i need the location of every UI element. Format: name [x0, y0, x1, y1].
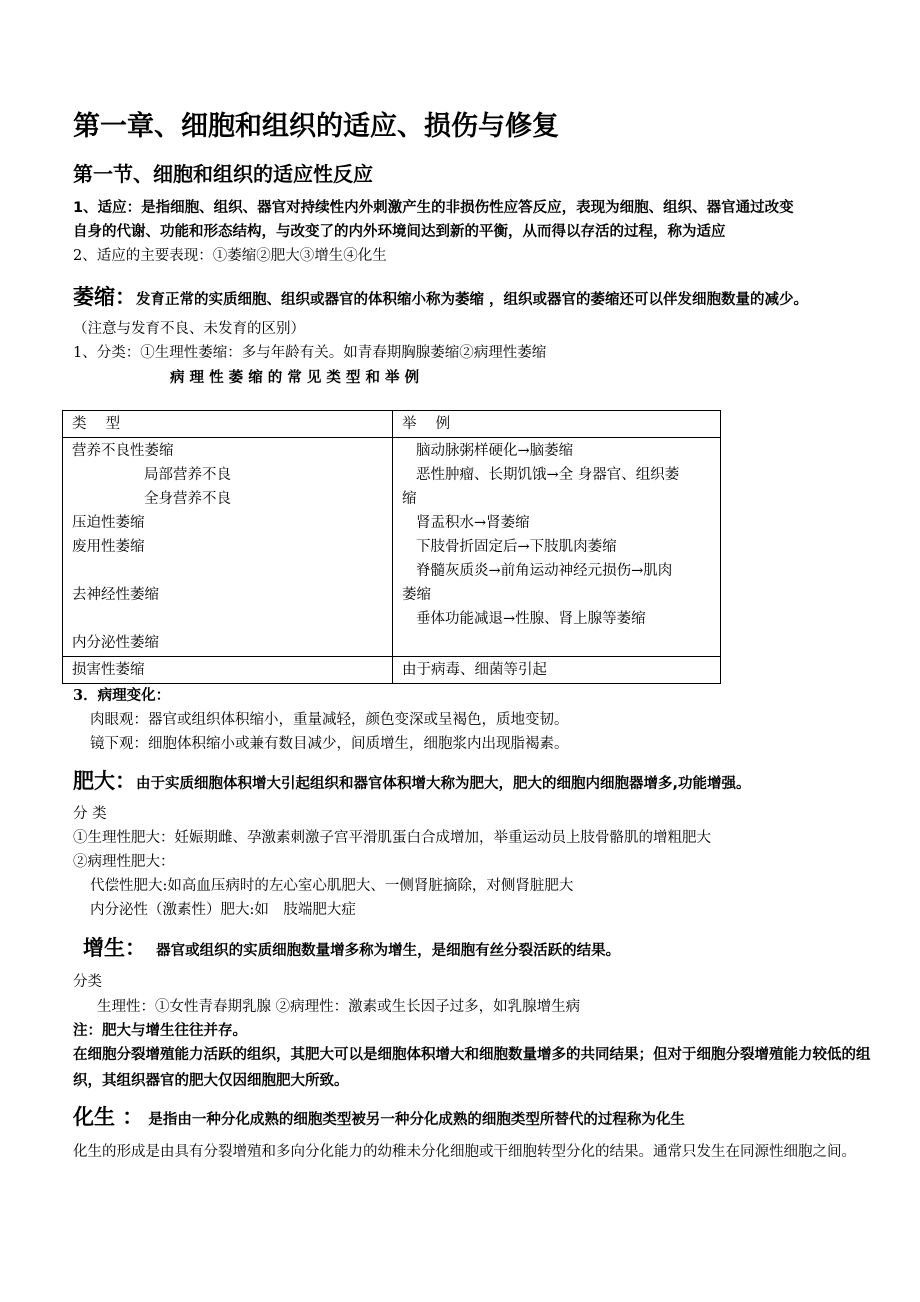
example-line-blank [402, 631, 720, 655]
type-line-blank [72, 559, 392, 583]
metaplasia-title: 化生 ： [73, 1105, 144, 1129]
adaptation-definition-text1: 是指细胞、组织、器官对持续性内外刺激产生的非损伤性应答反应，表现为细胞、组织、器官通过改变 [141, 200, 794, 216]
hyperplasia-title: 增生： [83, 936, 146, 960]
hypertrophy-title: 肥大： [73, 769, 136, 793]
adaptation-label: 1、适应： [73, 200, 142, 216]
adaptation-definition-line1 [73, 197, 794, 219]
table-cell-type: 损害性萎缩 [63, 657, 393, 684]
chapter-title: 第一章、细胞和组织的适应、损伤与修复 [73, 111, 559, 142]
example-line: 恶性肿瘤、长期饥饿→全 身器官、组织萎 [416, 467, 680, 483]
hyperplasia-note: 注：肥大与增生往往并存。 [73, 1023, 247, 1039]
table-cell-examples [393, 438, 721, 657]
example-line: 下肢骨折固定后→下肢肌肉萎缩 [416, 539, 617, 555]
example-line: 肾盂积水→肾萎缩 [416, 515, 530, 531]
microscopic-observation: 镜下观：细胞体积缩小或兼有数目减少，间质增生，细胞浆内出现脂褐素。 [90, 736, 569, 752]
atrophy-table [62, 410, 721, 684]
type-line: 压迫性萎缩 [72, 515, 145, 531]
adaptation-definition-line2: 自身的代谢、功能和形态结构，与改变了的内外环境间达到新的平衡，从而得以存活的过程，称为适应 [73, 224, 726, 240]
table-row [63, 657, 721, 684]
hypertrophy-endocrine: 内分泌性（激素性）肥大:如 肢端肥大症 [90, 902, 356, 918]
hypertrophy-pathological: ②病理性肥大： [73, 854, 175, 870]
type-line: 废用性萎缩 [72, 539, 145, 555]
atrophy-title: 萎缩： [73, 285, 136, 309]
adaptation-main-forms: 2、适应的主要表现：①萎缩②肥大③增生④化生 [73, 248, 387, 264]
hypertrophy-physiological: ①生理性肥大：妊娠期雌、孕激素刺激子宫平滑肌蛋白合成增加，举重运动员上肢骨骼肌的增粗肥大 [73, 830, 711, 846]
metaplasia-formation: 化生的形成是由具有分裂增殖和多向分化能力的幼稚未分化细胞或干细胞转型分化的结果。通常只发生在同源性细胞之间。 [73, 1144, 856, 1160]
pathology-label [73, 685, 170, 707]
example-line: 脊髓灰质炎→前角运动神经元损伤→肌肉 [416, 563, 673, 579]
hyperplasia-definition-text: 器官或组织的实质细胞数量增多称为增生，是细胞有丝分裂活跃的结果。 [156, 943, 621, 959]
metaplasia-definition [73, 1103, 685, 1134]
section-title: 第一节、细胞和组织的适应性反应 [73, 162, 373, 186]
table-header-row [63, 411, 721, 438]
hypertrophy-definition [73, 767, 751, 798]
table-cell-types [63, 438, 393, 657]
atrophy-definition [73, 283, 808, 314]
atrophy-table-title: 病 理 性 萎 缩 的 常 见 类 型 和 举 例 [170, 369, 420, 386]
example-line: 脑动脉粥样硬化→脑萎缩 [416, 443, 574, 459]
type-line: 营养不良性萎缩 [72, 443, 174, 459]
example-line: 垂体功能减退→性腺、肾上腺等萎缩 [416, 611, 646, 627]
type-line: 局部营养不良 [144, 467, 231, 483]
type-line-blank [72, 607, 392, 631]
hypertrophy-compensatory: 代偿性肥大:如高血压病时的左心室心肌肥大、一侧肾脏摘除，对侧肾脏肥大 [90, 878, 574, 894]
example-line: 萎缩 [402, 587, 431, 603]
table-header-type: 类 型 [63, 411, 393, 438]
table-row [63, 438, 721, 657]
hyperplasia-note-paragraph: 在细胞分裂增殖能力活跃的组织，其肥大可以是细胞体积增大和细胞数量增多的共同结果；但对于细胞分裂增殖能力较低的组织，其组织器官的肥大仅因细胞肥大所致。 [73, 1047, 871, 1089]
hypertrophy-class-label: 分 类 [73, 806, 107, 822]
hyperplasia-definition [83, 934, 620, 965]
hyperplasia-types: 生理性：①女性青春期乳腺 ②病理性：激素或生长因子过多，如乳腺增生病 [97, 999, 581, 1015]
metaplasia-definition-text: 是指由一种分化成熟的细胞类型被另一种分化成熟的细胞类型所替代的过程称为化生 [148, 1112, 685, 1128]
type-line: 去神经性萎缩 [72, 587, 159, 603]
hypertrophy-definition-text: 由于实质细胞体积增大引起组织和器官体积增大称为肥大，肥大的细胞内细胞器增多,功能增强。 [136, 776, 751, 792]
atrophy-note: （注意与发育不良、未发育的区别） [73, 321, 305, 337]
example-line: 缩 [402, 491, 417, 507]
table-cell-example: 由于病毒、细菌等引起 [393, 657, 721, 684]
type-line: 内分泌性萎缩 [72, 635, 159, 651]
type-line: 全身营养不良 [144, 491, 231, 507]
hyperplasia-class-label: 分类 [73, 974, 102, 990]
atrophy-classification: 1、分类：①生理性萎缩：多与年龄有关。如青春期胸腺萎缩②病理性萎缩 [73, 345, 547, 361]
gross-observation: 肉眼观：器官或组织体积缩小，重量减轻，颜色变深或呈褐色，质地变韧。 [90, 712, 569, 728]
table-header-example: 举 例 [393, 411, 721, 438]
pathology-label-text: 3．病理变化： [73, 687, 171, 704]
atrophy-definition-text: 发育正常的实质细胞、组织或器官的体积缩小称为萎缩 ，组织或器官的萎缩还可以伴发细胞数量的减少。 [136, 292, 809, 308]
